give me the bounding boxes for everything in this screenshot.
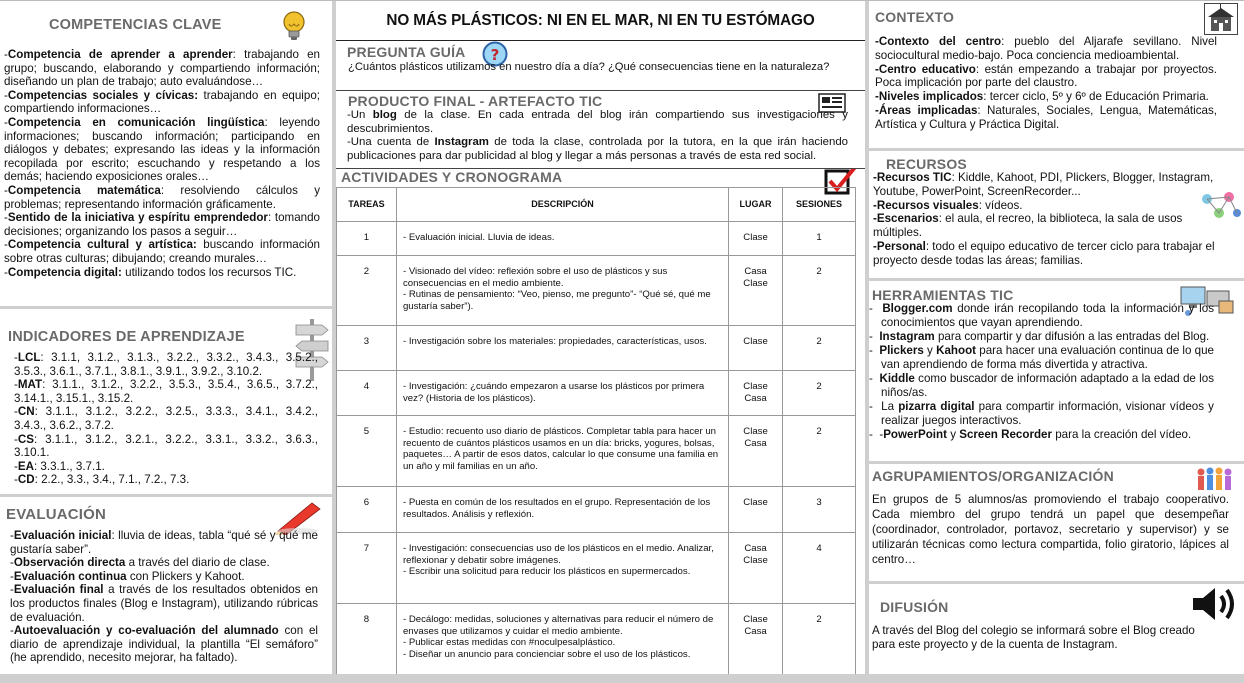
indicador-item: -CD: 2.2., 3.3., 3.4., 7.1., 7.2., 7.3. xyxy=(14,473,190,487)
page-title xyxy=(336,0,865,40)
competencias-title: COMPETENCIAS CLAVE xyxy=(49,17,222,33)
tarea-cell: 5 xyxy=(337,416,397,487)
tarea-cell: 4 xyxy=(337,371,397,416)
contexto-item: -Niveles implicados: tercer ciclo, 5º y 6º de Educación Primaria. xyxy=(875,90,1209,104)
producto-instagram: -Una cuenta de Instagram de toda la clase, controlada por la tutora, en la que irán haciendo publicaciones para dar publicidad al blog y llegar a más personas a través de esta red social. xyxy=(347,136,848,162)
sesiones-cell: 2 xyxy=(783,256,856,326)
speaker-icon xyxy=(1191,584,1241,629)
competencia-item: -Competencia de aprender a aprender: trabajando en grupo; buscando, elaborando y compartiendo información; diseñando un plan de trabajo; auto evaluándose… xyxy=(4,48,320,89)
actividades-title: ACTIVIDADES Y CRONOGRAMA xyxy=(341,169,563,185)
descripcion-cell: - Estudio: recuento uso diario de plásticos. Completar tabla para hacer un recuento de cuántos plásticos usamos en un día: bricks, yogures, bolsas, paquetes… A partir de esos datos, calcular lo que consume una familia en un año y mil familias en un año. xyxy=(396,416,728,487)
recursos-section xyxy=(869,151,1244,278)
recurso-item: -Personal: todo el equipo educativo de tercer ciclo para trabajar el proyecto desde todas las áreas; familias. xyxy=(873,239,1215,267)
evaluacion-list xyxy=(10,529,318,665)
evaluacion-item: -Observación directa a través del diario de clase. xyxy=(10,556,270,570)
lugar-cell: Casa Clase xyxy=(729,533,783,604)
svg-text:?: ? xyxy=(490,46,500,64)
lugar-cell: Clase Casa xyxy=(729,416,783,487)
descripcion-cell: - Investigación: ¿cuándo empezaron a usarse los plásticos por primera vez? (Historia de los plásticos). xyxy=(396,371,728,416)
contexto-list xyxy=(875,35,1217,132)
agrupamientos-text: En grupos de 5 alumnos/as promoviendo el trabajo cooperativo. Cada miembro del grupo tendrá un papel que desempeñar (coordinador, controlador, portavoz, secretario y supervisor) y se utilizarán técnicas como lectura compartida, folio giratorio, lápices al centro… xyxy=(872,493,1229,566)
table-row xyxy=(337,326,856,371)
difusion-text: A través del Blog del colegio se informará sobre el Blog creado para este proyecto y de la cuenta de Instagram. xyxy=(872,624,1195,651)
contexto-section xyxy=(869,0,1244,148)
pregunta-text: ¿Cuántos plásticos utilizamos en nuestro día a día? ¿Qué consecuencias tiene en la naturaleza? xyxy=(348,61,830,73)
herramienta-item: - La pizarra digital para compartir información, visionar vídeos y realizar juegos interactivos. xyxy=(869,400,1214,427)
lugar-cell: Clase Casa xyxy=(729,604,783,675)
table-row xyxy=(337,487,856,533)
indicador-item: -CN: 3.1.1., 3.1.2., 3.2.2., 3.2.5., 3.3.3., 3.4.1., 3.4.2., 3.4.3., 3.6.2., 3.7.2. xyxy=(14,405,318,432)
tarea-cell: 6 xyxy=(337,487,397,533)
contexto-title: CONTEXTO xyxy=(875,9,955,25)
descripcion-cell: - Evaluación inicial. Lluvia de ideas. xyxy=(396,222,728,256)
producto-blog: -Un blog de la clase. En cada entrada del blog irán compartiendo sus investigaciones y descubrimientos. xyxy=(347,109,848,135)
competencia-item: -Competencia digital: utilizando todos los recursos TIC. xyxy=(4,265,297,279)
evaluacion-item: -Evaluación continua con Plickers y Kahoot. xyxy=(10,569,245,583)
sesiones-cell: 1 xyxy=(783,222,856,256)
sesiones-cell: 2 xyxy=(783,604,856,675)
descripcion-cell: - Investigación: consecuencias uso de los plásticos en el medio. Analizar, reflexionar y debatir sobre imágenes. - Escribir una solicitud para reducir los plásticos en supermercados. xyxy=(396,533,728,604)
producto-title: PRODUCTO FINAL - ARTEFACTO TIC xyxy=(348,93,603,109)
producto-section xyxy=(336,91,865,168)
lugar-cell: Clase Casa xyxy=(729,371,783,416)
competencias-list xyxy=(4,48,320,279)
herramienta-item: - Blogger.com donde irán recopilando toda la información y los conocimientos que vayan aprendiendo. xyxy=(869,302,1214,329)
sesiones-cell: 4 xyxy=(783,533,856,604)
competencia-item: -Sentido de la iniciativa y espíritu emprendedor: tomando decisiones; organizando los pasos a seguir… xyxy=(4,211,321,238)
recursos-title: RECURSOS xyxy=(886,156,967,172)
sesiones-cell: 2 xyxy=(783,326,856,371)
lugar-cell: Clase xyxy=(729,222,783,256)
actividades-section xyxy=(336,169,865,674)
tarea-cell: 7 xyxy=(337,533,397,604)
herramientas-title: HERRAMIENTAS TIC xyxy=(872,287,1014,303)
descripcion-cell: - Puesta en común de los resultados en el grupo. Representación de los resultados. Análisis y reflexión. xyxy=(396,487,728,533)
col-sesiones: SESIONES xyxy=(783,188,856,222)
difusion-title: DIFUSIÓN xyxy=(880,599,949,615)
herramienta-item: - -PowerPoint y Screen Recorder para la creación del vídeo. xyxy=(869,428,1192,441)
recurso-item: -Escenarios: el aula, el recreo, la biblioteca, la sala de usos múltiples. xyxy=(873,212,1183,240)
tarea-cell: 1 xyxy=(337,222,397,256)
actividades-table xyxy=(336,187,856,674)
sesiones-cell: 3 xyxy=(783,487,856,533)
indicador-item: -MAT: 3.1.1., 3.1.2., 3.2.2., 3.5.3., 3.5.4., 3.6.5., 3.7.2., 3.14.1., 3.15.1., 3.15.2. xyxy=(14,378,318,405)
bottom-bar xyxy=(0,674,1244,683)
competencias-section xyxy=(0,0,332,306)
evaluacion-item: -Evaluación final a través de los resultados obtenidos en los productos finales (Blog e Instagram), utilizando rúbricas de evaluación. xyxy=(10,583,318,624)
col-tareas: TAREAS xyxy=(337,188,397,222)
recurso-item: -Recursos visuales: vídeos. xyxy=(873,198,1023,212)
table-header-row xyxy=(337,188,856,222)
lugar-cell: Clase xyxy=(729,487,783,533)
pregunta-section xyxy=(336,41,865,90)
indicador-item: -CS: 3.1.1., 3.1.2., 3.2.1., 3.2.2., 3.3.1., 3.3.2., 3.6.3., 3.10.1. xyxy=(14,432,318,460)
herramientas-section xyxy=(869,281,1244,461)
contexto-item: -Áreas implicadas: Naturales, Sociales, Lengua, Matemáticas, Artística y Cultura y Práctica Digital. xyxy=(875,103,1217,131)
indicadores-list xyxy=(14,351,318,487)
table-row xyxy=(337,604,856,675)
table-row xyxy=(337,416,856,487)
indicadores-title: INDICADORES DE APRENDIZAJE xyxy=(8,329,245,345)
herramienta-item: - Plickers y Kahoot para hacer una evaluación continua de lo que van aprendiendo de forma más divertida y atractiva. xyxy=(869,344,1214,371)
descripcion-cell: - Decálogo: medidas, soluciones y alternativas para reducir el número de envases que utilizamos y cuidar el medio ambiente. - Publicar estas medidas con #noculpesalplástico. - Diseñar un anuncio para concienciar sobre el uso de los plásticos. xyxy=(396,604,728,675)
agrupamientos-title: AGRUPAMIENTOS/ORGANIZACIÓN xyxy=(872,468,1114,484)
indicador-item: -LCL: 3.1.1, 3.1.2., 3.1.3., 3.2.2., 3.3.2., 3.4.3., 3.5.2., 3.5.3., 3.6.1., 3.7.1., 3.8.1., 3.9.1., 3.9.2., 3.10.2. xyxy=(14,351,318,378)
competencia-item: -Competencias sociales y cívicas: trabajando en equipo; compartiendo informaciones… xyxy=(4,88,320,116)
table-row xyxy=(337,533,856,604)
recursos-list xyxy=(873,171,1218,268)
sesiones-cell: 2 xyxy=(783,371,856,416)
contexto-item: -Centro educativo: están empezando a trabajar por proyectos. Poca implicación por parte del claustro. xyxy=(875,62,1218,90)
herramienta-item: - Kiddle como buscador de información adaptado a la edad de los niños/as. xyxy=(869,372,1214,399)
tarea-cell: 3 xyxy=(337,326,397,371)
sesiones-cell: 2 xyxy=(783,416,856,487)
table-row xyxy=(337,256,856,326)
descripcion-cell: - Visionado del vídeo: reflexión sobre el uso de plásticos y sus consecuencias en el medio ambiente. - Rutinas de pensamiento: “Veo, pienso, me pregunto”- “Qué sé, qué me gustaría saber”). xyxy=(396,256,728,326)
competencia-item: -Competencia cultural y artística: buscando información sobre otras culturas; dibujando; creando murales… xyxy=(4,238,320,265)
evaluacion-title: EVALUACIÓN xyxy=(6,506,107,523)
tarea-cell: 8 xyxy=(337,604,397,675)
agrupamientos-section xyxy=(869,464,1244,581)
contexto-item: -Contexto del centro: pueblo del Aljarafe sevillano. Nivel sociocultural medio-bajo. Poca conciencia medioambiental. xyxy=(875,35,1217,62)
competencia-item: -Competencia en comunicación lingüística: leyendo informaciones; buscando información; participando en diálogos y debates; expresando las ideas y la información recopilada por escrito; escuchando y respetando a los demás; haciendo exposiciones orales… xyxy=(4,115,320,184)
lugar-cell: Clase xyxy=(729,326,783,371)
indicadores-section xyxy=(0,309,332,494)
indicador-item: -EA: 3.3.1., 3.7.1. xyxy=(14,459,105,473)
herramientas-list xyxy=(869,302,1214,442)
lugar-cell: Casa Clase xyxy=(729,256,783,326)
tarea-cell: 2 xyxy=(337,256,397,326)
pregunta-title: PREGUNTA GUÍA xyxy=(347,44,466,60)
evaluacion-item: -Evaluación inicial: lluvia de ideas, tabla “qué sé y qué me gustaría saber”. xyxy=(10,529,319,556)
col-lugar: LUGAR xyxy=(729,188,783,222)
recurso-item: -Recursos TIC: Kiddle, Kahoot, PDI, Plickers, Blogger, Instagram, Youtube, PowerPoint, ScreenRecorder... xyxy=(873,171,1214,198)
herramienta-item: - Instagram para compartir y dar difusión a las entradas del Blog. xyxy=(869,330,1210,343)
difusion-section xyxy=(869,584,1244,674)
lightbulb-icon xyxy=(279,10,309,47)
col-descripcion: DESCRIPCIÓN xyxy=(396,188,728,222)
evaluacion-section xyxy=(0,497,332,674)
page-title-text: NO MÁS PLÁSTICOS: NI EN EL MAR, NI EN TU ESTÓMAGO xyxy=(386,12,815,29)
producto-text xyxy=(347,109,848,163)
table-row xyxy=(337,222,856,256)
descripcion-cell: - Investigación sobre los materiales: propiedades, características, usos. xyxy=(396,326,728,371)
table-row xyxy=(337,371,856,416)
competencia-item: -Competencia matemática: resolviendo cálculos y problemas; representando información gráficamente. xyxy=(4,183,321,211)
evaluacion-item: -Autoevaluación y co-evaluación del alumnado con el diario de aprendizaje individual, la plantilla “El semáforo” (he aprendido, necesito mejorar, ha faltado). xyxy=(10,624,318,665)
